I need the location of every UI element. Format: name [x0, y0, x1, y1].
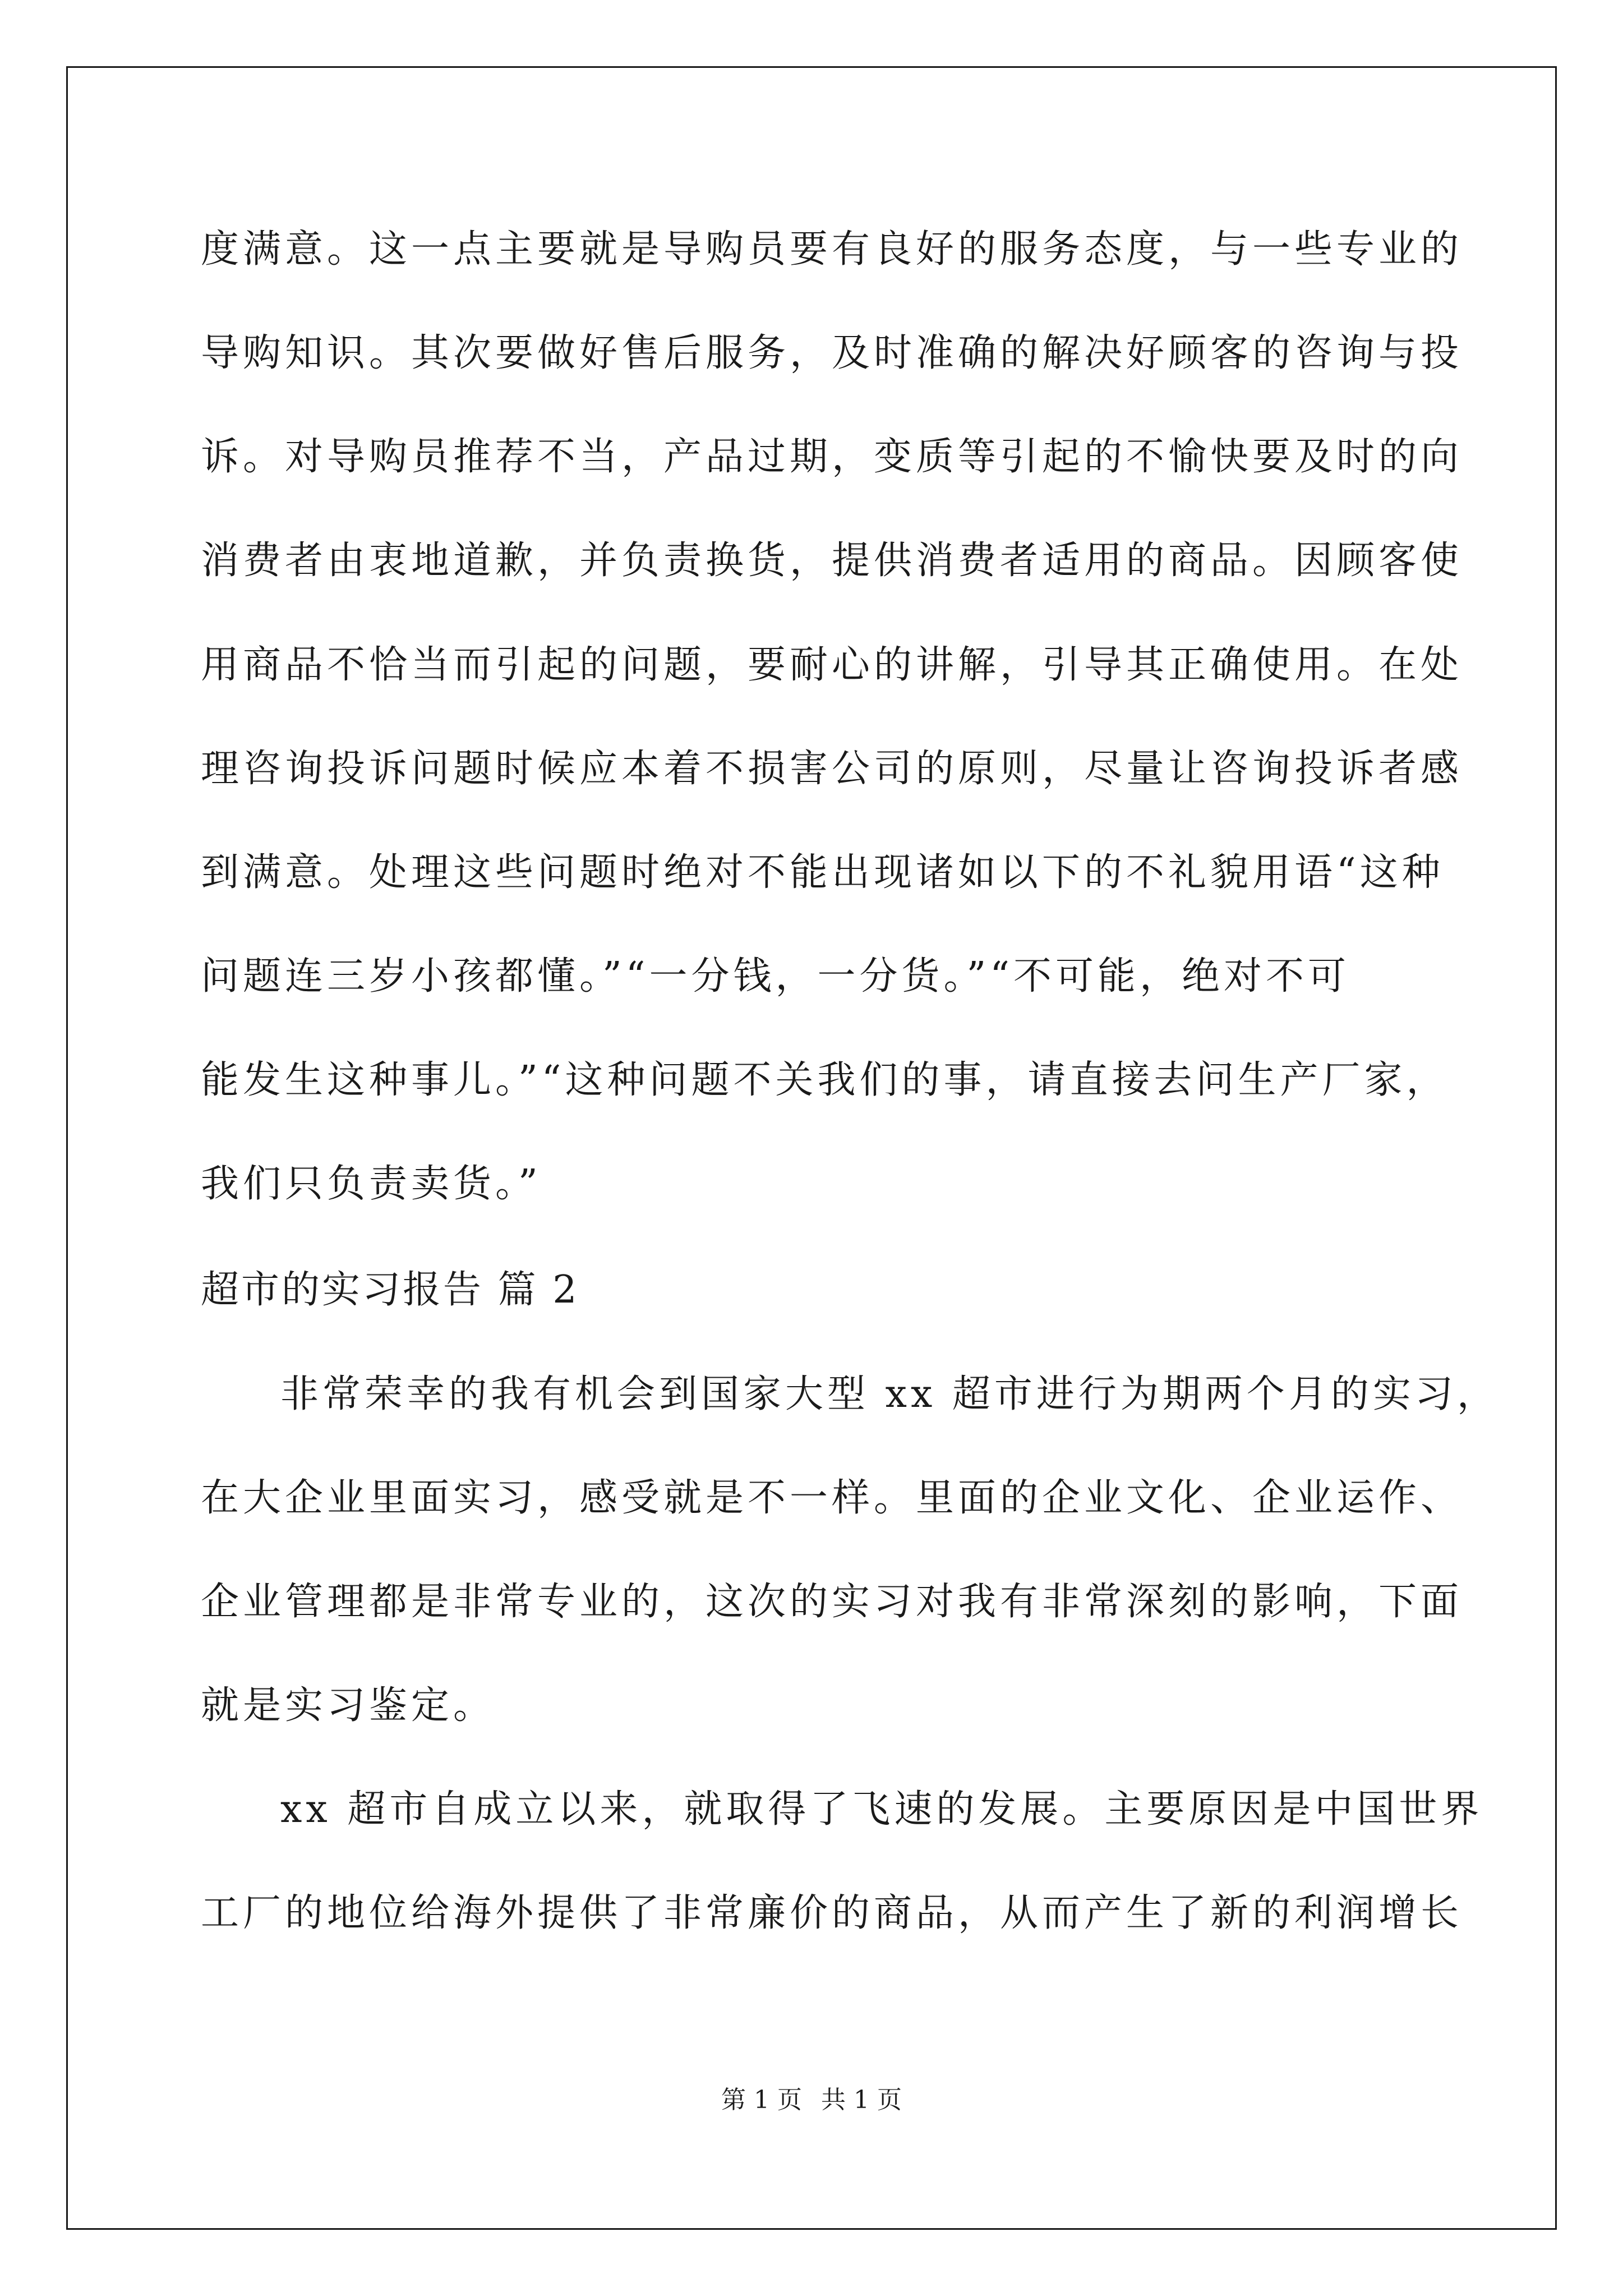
text-line: 诉。对导购员推荐不当，产品过期，变质等引起的不愉快要及时的向	[201, 435, 1463, 479]
page-total: 共 1 页	[821, 2086, 902, 2114]
text-line: 工厂的地位给海外提供了非常廉价的商品，从而产生了新的利润增长	[201, 1891, 1463, 1935]
page-number: 第 1 页	[721, 2086, 802, 2114]
text-line: 问题连三岁小孩都懂。”“一分钱，一分货。”“不可能，绝对不可	[201, 954, 1350, 999]
text-line: 就是实习鉴定。	[201, 1683, 496, 1728]
page-footer	[0, 2085, 1623, 2116]
text-line: 非常荣幸的我有机会到国家大型 xx 超市进行为期两个月的实习，	[280, 1372, 1499, 1416]
text-line: 用商品不恰当而引起的问题，要耐心的讲解，引导其正确使用。在处	[201, 643, 1463, 687]
text-line: 导购知识。其次要做好售后服务，及时准确的解决好顾客的咨询与投	[201, 331, 1463, 375]
text-line: 到满意。处理这些问题时绝对不能出现诸如以下的不礼貌用语“这种	[201, 850, 1444, 895]
section-heading: 超市的实习报告 篇 2	[201, 1268, 579, 1312]
text-line: 度满意。这一点主要就是导购员要有良好的服务态度，与一些专业的	[201, 227, 1463, 272]
text-line: 我们只负责卖货。”	[201, 1162, 542, 1206]
text-line: 消费者由衷地道歉，并负责换货，提供消费者适用的商品。因顾客使	[201, 539, 1463, 583]
text-line: 企业管理都是非常专业的，这次的实习对我有非常深刻的影响，下面	[201, 1580, 1463, 1624]
text-line: xx 超市自成立以来，就取得了飞速的发展。主要原因是中国世界	[280, 1787, 1483, 1832]
text-line: 能发生这种事儿。”“这种问题不关我们的事，请直接去问生产厂家，	[201, 1058, 1449, 1102]
text-line: 理咨询投诉问题时候应本着不损害公司的原则，尽量让咨询投诉者感	[201, 747, 1463, 791]
text-line: 在大企业里面实习，感受就是不一样。里面的企业文化、企业运作、	[201, 1476, 1463, 1520]
